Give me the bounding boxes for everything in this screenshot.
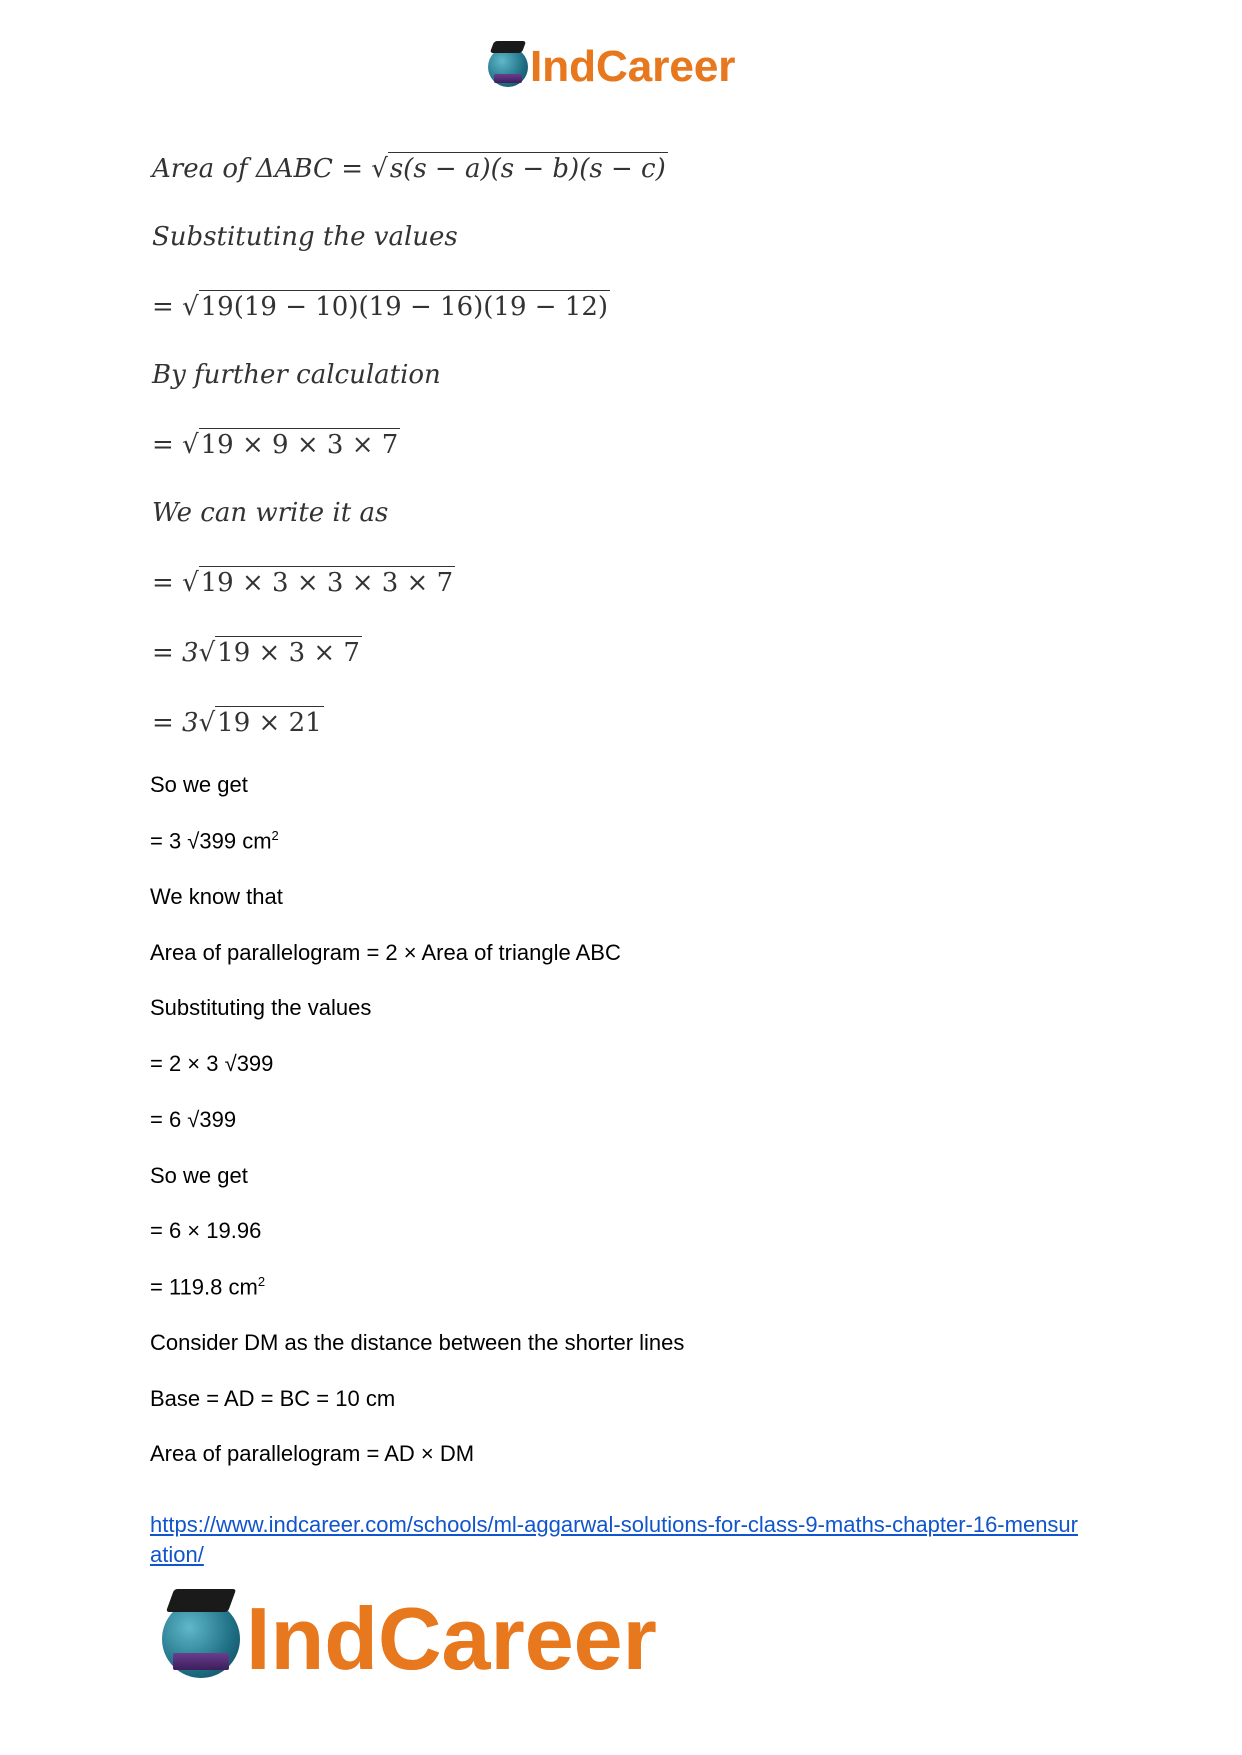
math-line-product-4: = 3√19 × 21 xyxy=(152,708,322,738)
text-line: = 6 × 19.96 xyxy=(150,1218,262,1243)
text-line: Substituting the values xyxy=(150,995,372,1020)
math-line-substituted-values: = √19(19 − 10)(19 − 16)(19 − 12) xyxy=(152,292,609,322)
text-line: Consider DM as the distance between the shorter lines xyxy=(150,1330,685,1355)
globe-logo-icon xyxy=(162,1600,240,1678)
text-line: Base = AD = BC = 10 cm xyxy=(150,1386,396,1411)
math-line-substituting: Substituting the values xyxy=(152,222,458,252)
brand-name: IndCareer xyxy=(530,42,736,91)
math-line-product-2: = √19 × 3 × 3 × 3 × 7 xyxy=(152,568,454,598)
text-line: So we get xyxy=(150,772,248,797)
math-line-write-as: We can write it as xyxy=(152,498,389,528)
text-line: = 2 × 3 √399 xyxy=(150,1051,274,1076)
indcareer-logo-bottom xyxy=(162,1588,657,1690)
text-line: Area of parallelogram = AD × DM xyxy=(150,1441,475,1466)
indcareer-logo-top xyxy=(488,42,735,92)
globe-logo-icon xyxy=(488,47,528,87)
text-line: = 119.8 $cm^2$ xyxy=(150,1274,266,1300)
source-link[interactable]: https://www.indcareer.com/schools/ml-aggarwal-solutions-for-class-9-maths-chapter-16-mensuration/ xyxy=(150,1512,1078,1567)
math-line-area-formula: Area of ΔABC = √s(s − a)(s − b)(s − c) xyxy=(152,154,666,184)
math-line-further-calc: By further calculation xyxy=(152,360,441,390)
text-line: So we get xyxy=(150,1163,248,1188)
text-line: = 3 √399 $cm^2$ xyxy=(150,828,279,854)
text-line: We know that xyxy=(150,884,283,909)
brand-name: IndCareer xyxy=(246,1589,657,1688)
text-line: Area of parallelogram = 2 × Area of triangle ABC xyxy=(150,940,621,965)
math-line-product-1: = √19 × 9 × 3 × 7 xyxy=(152,430,399,460)
math-line-product-3: = 3√19 × 3 × 7 xyxy=(152,638,360,668)
text-line: = 6 √399 xyxy=(150,1107,237,1132)
